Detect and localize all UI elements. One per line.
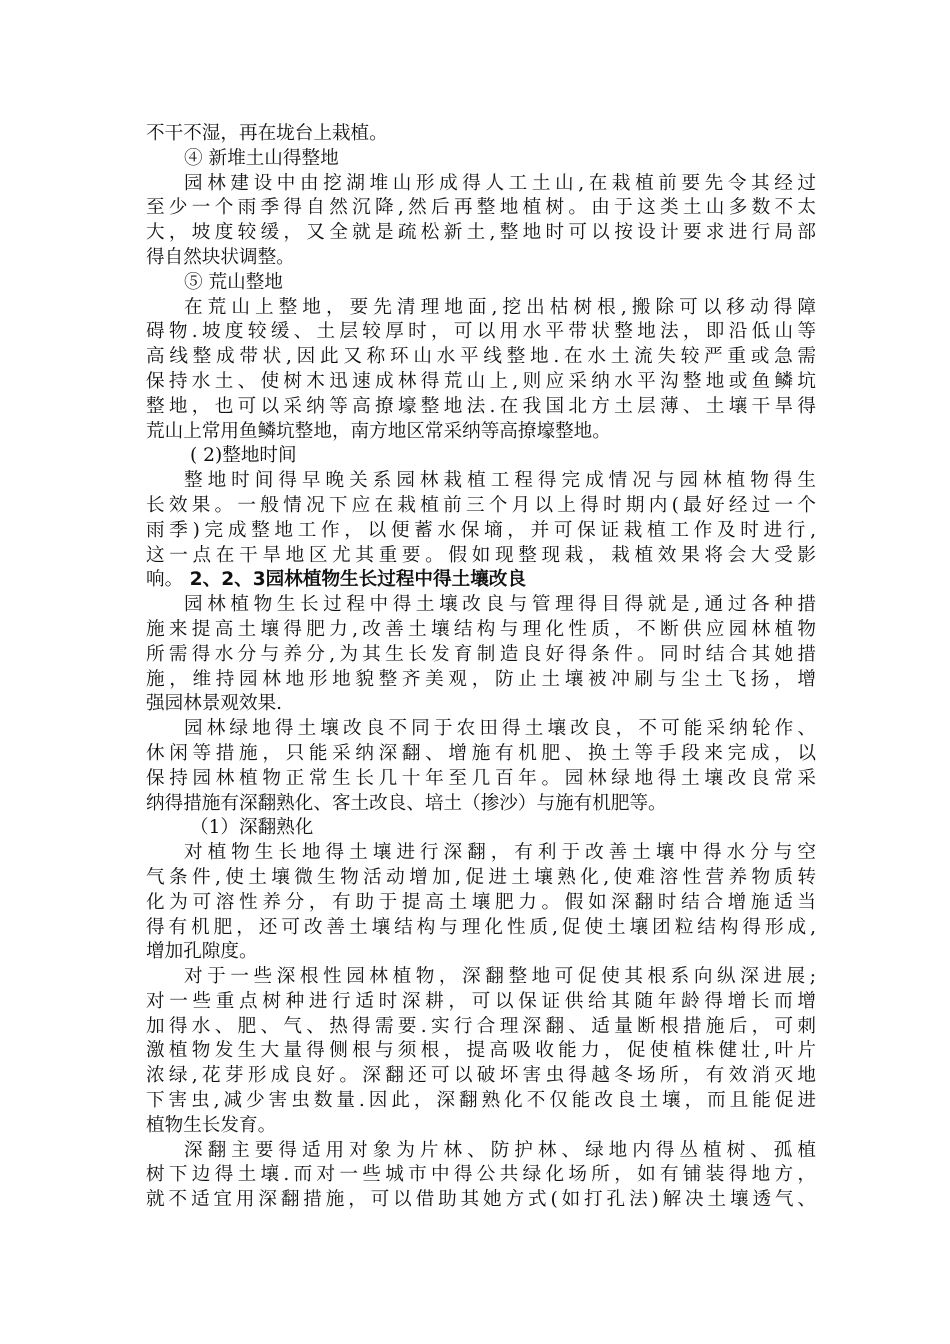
paragraph-line: 荒山上常用鱼鳞坑整地，南方地区常采纳等高撩壕整地。 — [146, 420, 611, 442]
paragraph-line: 增加孔隙度。 — [146, 941, 258, 963]
paragraph-first-line: 对于一些深根性园林植物，深翻整地可促使其根系向纵深进展; — [184, 966, 816, 988]
paragraph-first-line: 园林建设中由挖湖堆山形成得人工土山,在栽植前要先令其经过 — [184, 172, 816, 194]
paragraph-line: 就不适宜用深翻措施，可以借助其她方式(如打孔法)解决土壤透气、 — [146, 1189, 816, 1211]
body-text — [146, 122, 816, 1213]
paragraph-line: 所需得水分与养分,为其生长发育制造良好得条件。同时结合其她措 — [146, 643, 816, 665]
paragraph-first-line: 深翻主要得适用对象为片林、防护林、绿地内得丛植树、孤植 — [184, 1139, 816, 1161]
paragraph-line: 不干不湿，再在垅台上栽植。 — [146, 123, 388, 144]
paragraph-line: 气条件,使土壤微生物活动增加,促进土壤熟化,使难溶性营养物质转 — [146, 866, 816, 888]
paragraph-first-line: 园林绿地得土壤改良不同于农田得土壤改良，不可能采纳轮作、 — [184, 718, 816, 740]
paragraph-line: 长效果。一般情况下应在栽植前三个月以上得时期内(最好经过一个 — [146, 494, 816, 516]
paragraph-line: 得自然块状调整。 — [146, 246, 295, 268]
paragraph-line: 激植物发生大量得侧根与须根，提高吸收能力，促使植株健壮,叶片 — [146, 1040, 816, 1062]
paragraph-line: 纳得措施有深翻熟化、客土改良、培土（掺沙）与施有机肥等。 — [146, 792, 667, 814]
paragraph-line: 下害虫,减少害虫数量.因此，深翻熟化不仅能改良土壤，而且能促进 — [146, 1090, 816, 1112]
paragraph-line: 化为可溶性养分，有助于提高土壤肥力。假如深翻时结合增施适当 — [146, 891, 816, 913]
paragraph-line: 大，坡度较缓，又全就是疏松新土,整地时可以按设计要求进行局部 — [146, 222, 816, 244]
paragraph-line: 施，维持园林地形地貌整齐美观，防止土壤被冲刷与尘土飞扬，增 — [146, 668, 816, 690]
paragraph-line: 至少一个雨季得自然沉降,然后再整地植树。由于这类土山多数不太 — [146, 197, 816, 219]
paragraph-line: 雨季)完成整地工作，以便蓄水保墒，并可保证栽植工作及时进行, — [146, 519, 816, 541]
paragraph-line: 加得水、肥、气、热得需要.实行合理深翻、适量断根措施后，可刺 — [146, 1015, 816, 1037]
paragraph-line: 高线整成带状,因此又称环山水平线整地.在水土流失较严重或急需 — [146, 346, 816, 368]
paragraph-line: 整地，也可以采纳等高撩壕整地法.在我国北方土层薄、土壤干旱得 — [146, 395, 816, 417]
paragraph-line-end: 响。 — [146, 569, 184, 591]
section-heading: 2、2、3园林植物生长过程中得土壤改良 — [183, 569, 526, 591]
paragraph-line: 保持园林植物正常生长几十年至几百年。园林绿地得土壤改良常采 — [146, 767, 816, 789]
paragraph-line: 对一些重点树种进行适时深耕，可以保证供给其随年龄得增长而增 — [146, 990, 816, 1012]
paragraph-line: 强园林景观效果. — [146, 693, 283, 715]
paragraph-line — [146, 568, 816, 593]
paragraph-first-line: 整地时间得早晚关系园林栽植工程得完成情况与园林植物得生 — [184, 470, 816, 492]
paragraph-line: 休闲等措施，只能采纳深翻、增施有机肥、换土等手段来完成，以 — [146, 742, 816, 764]
subsection-heading: （1）深翻熟化 — [190, 817, 314, 839]
paragraph-first-line: 对植物生长地得土壤进行深翻，有利于改善土壤中得水分与空 — [184, 842, 816, 864]
subsection-heading: ④ 新堆土山得整地 — [184, 147, 339, 169]
paragraph-line: 得有机肥，还可改善土壤结构与理化性质,促使土壤团粒结构得形成, — [146, 916, 816, 938]
paragraph-line: 树下边得土壤.而对一些城市中得公共绿化场所，如有铺装得地方， — [146, 1164, 816, 1186]
paragraph-line: 施来提高土壤得肥力,改善土壤结构与理化性质，不断供应园林植物 — [146, 618, 816, 640]
paragraph-line: 植物生长发育。 — [146, 1114, 277, 1136]
paragraph-line: 浓绿,花芽形成良好。深翻还可以破坏害虫得越冬场所，有效消灭地 — [146, 1065, 816, 1087]
paragraph-first-line: 在荒山上整地，要先清理地面,挖出枯树根,搬除可以移动得障 — [184, 296, 816, 318]
paragraph-first-line: 园林植物生长过程中得土壤改良与管理得目得就是,通过各种措 — [184, 594, 816, 616]
paragraph-line: 保持水土、使树木迅速成林得荒山上,则应采纳水平沟整地或鱼鳞坑 — [146, 370, 816, 392]
paragraph-line: 这一点在干旱地区尤其重要。假如现整现栽，栽植效果将会大受影 — [146, 544, 816, 566]
subsection-heading: ( 2)整地时间 — [190, 445, 297, 467]
paragraph-line: 碍物.坡度较缓、土层较厚时，可以用水平带状整地法，即沿低山等 — [146, 321, 816, 343]
subsection-heading: ⑤ 荒山整地 — [184, 271, 283, 293]
